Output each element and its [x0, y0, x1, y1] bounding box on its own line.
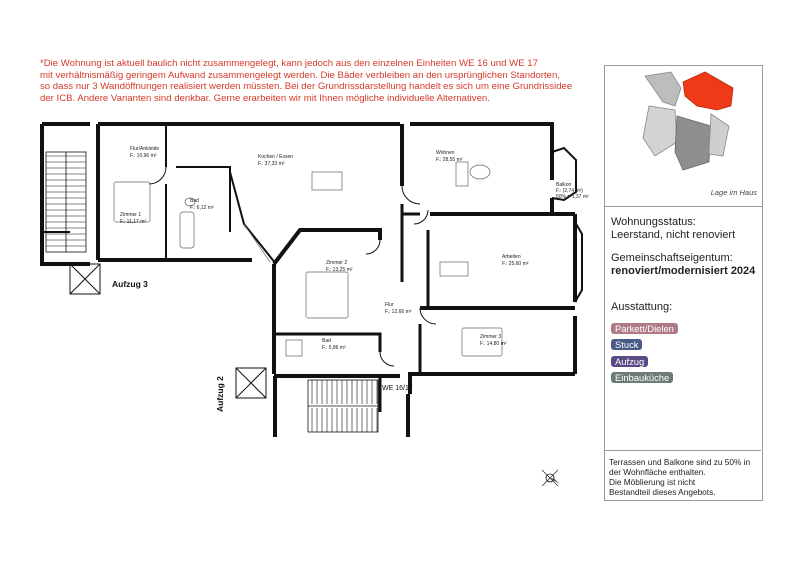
sofa-icon [456, 162, 468, 186]
staircase-bottom [308, 380, 378, 432]
floor-plan [30, 112, 600, 502]
disclaimer-note [40, 58, 600, 104]
note-line: mit verhältnismäßig geringem Aufwand zusammengelegt werden. Die Bäder verbleiben an den ursprünglichen Standorten, [40, 69, 560, 81]
note-line: so dass nur 3 Wandöffnungen realisiert werden müssten. Bei der Grundrissdarstellung handelt es sich um eine Grundrissidee [40, 81, 573, 93]
common-property-title: Gemeinschaftseigentum: [611, 252, 733, 264]
building-block [675, 116, 711, 170]
table-icon [312, 172, 342, 190]
badge-aufzug: Aufzug [611, 356, 648, 367]
room-area-balkon: F.: (2,74 m²) [556, 188, 583, 194]
coffee-table-icon [470, 165, 490, 179]
badge-parkett: Parkett/Dielen [611, 323, 678, 334]
door-arc [414, 210, 428, 224]
room-name-flur-ankleide: Flur/Ankleide [130, 146, 160, 152]
door-arc [366, 240, 380, 254]
elevator-2-shaft [236, 368, 266, 398]
status-value: Leerstand, nicht renoviert [611, 229, 736, 241]
info-panel [604, 65, 763, 501]
room-name-bad-1: Bad [190, 198, 199, 204]
footer-line: der Wohnfläche enthalten. [609, 467, 706, 477]
room-area-wohnen: F.: 28,55 m² [436, 157, 463, 163]
elevator-3-shaft [70, 264, 100, 294]
compass-icon [542, 470, 560, 486]
door-arc [149, 167, 166, 184]
door-arc [420, 308, 436, 324]
status-title: Wohnungsstatus: [611, 216, 696, 228]
badge-einbaukueche: Einbauküche [611, 372, 673, 383]
staircase-left [46, 152, 86, 252]
building-site-plan [605, 66, 762, 186]
footer-note [604, 450, 761, 503]
door-arc [380, 352, 394, 366]
room-name-zimmer-3: Zimmer 3 [480, 334, 502, 340]
room-area-zimmer-1: F.: 11,17 m² [120, 219, 147, 225]
desk-icon [440, 262, 468, 276]
room-name-zimmer-1: Zimmer 1 [120, 212, 142, 218]
badge-stuck: Stuck [611, 339, 642, 350]
room-area-flur-ankleide: F.: 10,96 m² [130, 153, 157, 159]
status-block [611, 216, 755, 288]
room-name-wohnen: Wohnen [436, 150, 455, 156]
keymap-caption: Lage im Haus [710, 188, 757, 197]
building-block [709, 114, 729, 156]
note-line: der ICB. Andere Varianten sind denkbar. Gerne erarbeiten wir mit Ihnen mögliche individuelle Alternativen. [40, 92, 490, 104]
footer-line: Die Möblierung ist nicht [609, 477, 696, 487]
room-name-balkon: Balkon [556, 182, 572, 188]
elevator-2-label: Aufzug 2 [215, 376, 225, 412]
room-name-flur: Flur [385, 302, 394, 308]
equipment-title: Ausstattung: [611, 301, 673, 313]
shower-icon [286, 340, 302, 356]
outer-wall [42, 124, 552, 152]
inner-wall [230, 172, 276, 264]
footer-line: Bestandteil dieses Angebots. [609, 487, 716, 497]
room-extra-balkon: 50% = 1,37 m² [556, 194, 589, 200]
door-arc [402, 186, 420, 204]
outer-wall [274, 230, 380, 264]
note-line: *Die Wohnung ist aktuell baulich nicht zusammengelegt, kann jedoch aus den einzelnen Einheiten WE 16 und WE 17 [40, 58, 538, 69]
room-name-bad-2: Bad [322, 338, 331, 344]
room-area-bad-2: F.: 5,86 m² [322, 345, 346, 351]
room-area-zimmer-3: F.: 14,80 m² [480, 341, 507, 347]
room-name-zimmer-2: Zimmer 2 [326, 260, 348, 266]
room-name-arbeiten: Arbeiten [502, 254, 521, 260]
room-area-flur: F.: 12,66 m² [385, 309, 412, 315]
highlighted-unit [683, 72, 733, 110]
building-block [643, 106, 677, 156]
common-property-value: renoviert/modernisiert 2024 [611, 265, 756, 277]
building-block [645, 72, 681, 106]
room-area-bad-1: F.: 6,12 m² [190, 205, 214, 211]
room-area-arbeiten: F.: 25,60 m² [502, 261, 529, 267]
room-area-zimmer-2: F.: 13,25 m² [326, 267, 353, 273]
bathtub-icon [180, 212, 194, 248]
elevator-3-label: Aufzug 3 [112, 279, 148, 289]
unit-label: WE 16/17 [382, 385, 413, 392]
room-area-kochen-essen: F.: 37,33 m² [258, 161, 285, 167]
inner-wall [176, 167, 230, 232]
kitchen-counter [244, 224, 270, 262]
location-keymap [605, 66, 762, 207]
footer-line: Terrassen und Balkone sind zu 50% in [609, 457, 751, 467]
bed-icon [306, 272, 348, 318]
room-name-kochen-essen: Kochen / Essen [258, 154, 294, 160]
